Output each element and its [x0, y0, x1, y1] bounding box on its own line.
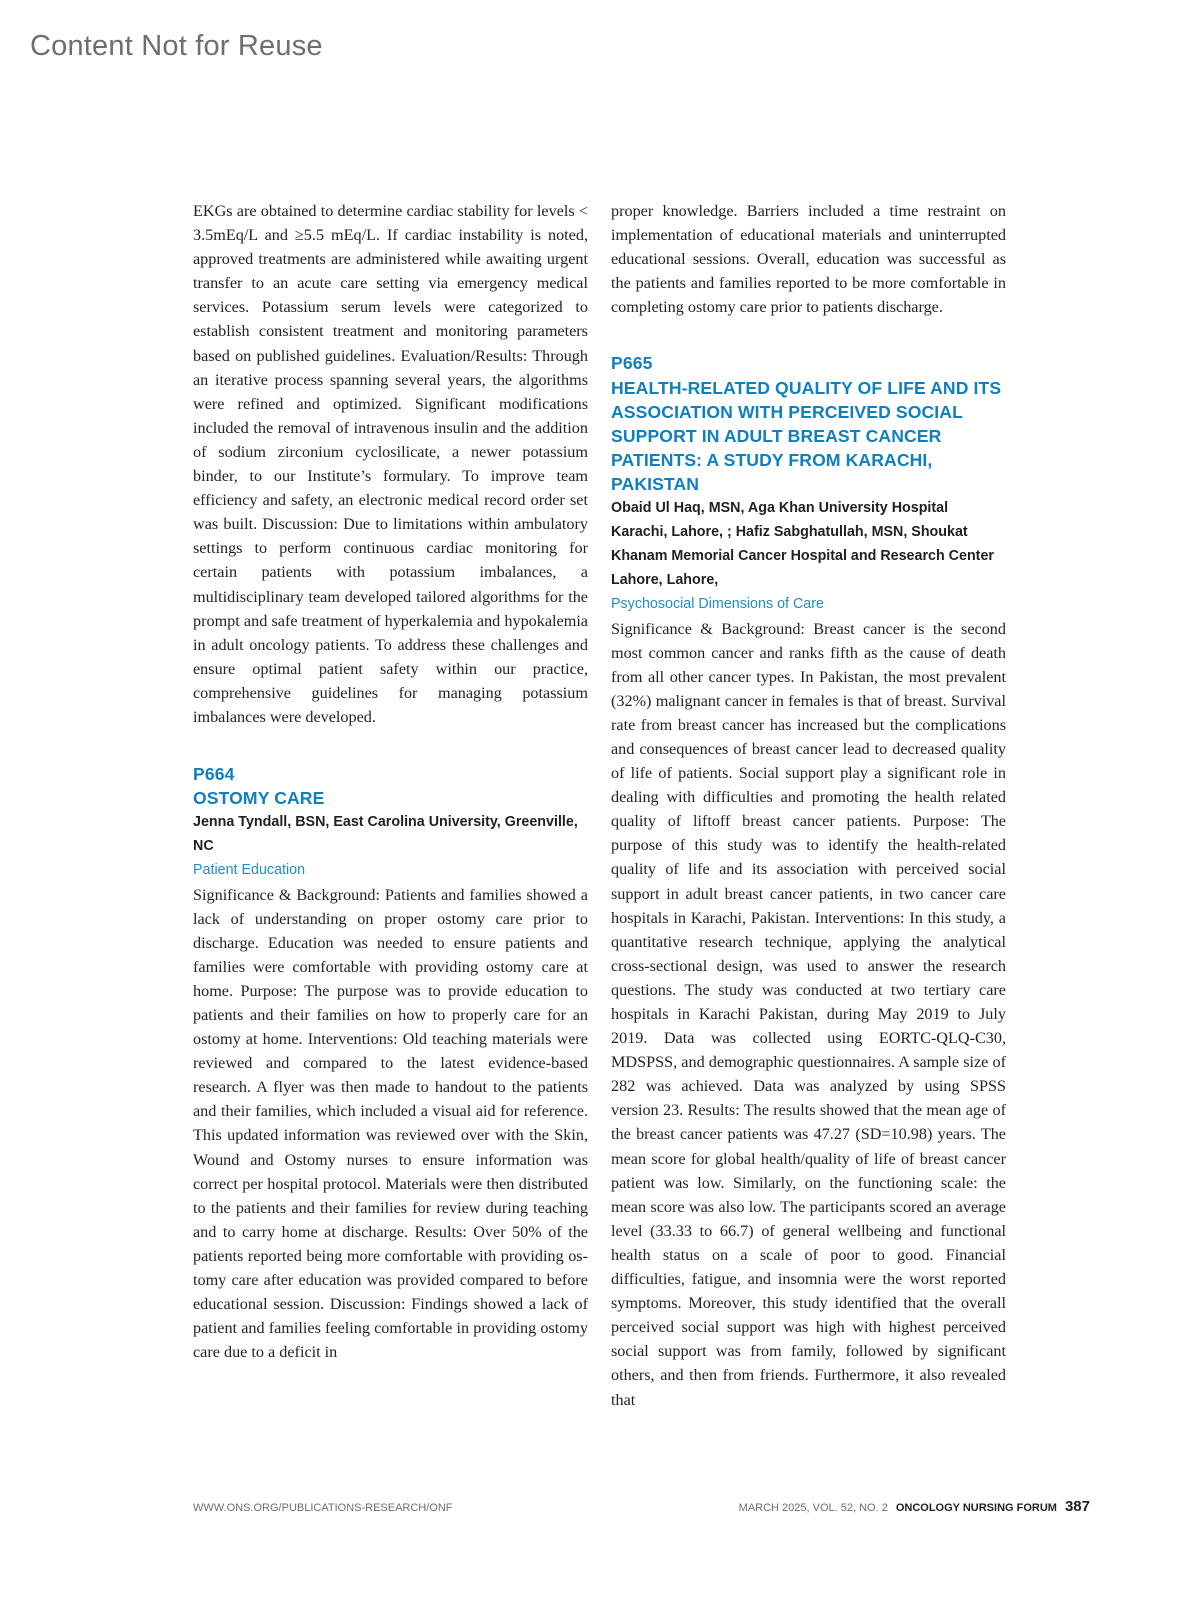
page-number: 387 [1064, 1498, 1090, 1515]
footer-url: WWW.ONS.ORG/PUBLICATIONS-RESEARCH/ONF [193, 1502, 453, 1514]
abstract-number-p665: P665 [611, 353, 653, 374]
abstract-authors-p665: Obaid Ul Haq, MSN, Aga Khan University Hospital Karachi, Lahore, ; Hafiz Sabghatullah, MSN, Shoukat Khanam Memorial Cancer Hospital and Research Center Lahore, Lahore, [611, 500, 994, 589]
abstract-body-p664: Significance & Background: Patients and families showed a lack of understanding on proper ostomy care prior to discharge. Education was needed to ensure patients and families were comfortable with providing ostomy care at home. Purpose: The purpose was to provide education to patients and their families on how to properly care for an ostomy at home. Interventions: Old teaching materials were reviewed and compared to the latest evidence-based research. A flyer was then made to handout to the patients and their families, which included a visual aid for reference. This updated information was reviewed over with the Skin, Wound and Ostomy nurses to ensure information was correct per hospital protocol. Materials were then distributed to the patients and their families for review during teaching and to carry home at discharge. Results: Over 50% of the patients reported being more comfortable with providing ostomy care after education was provided compared to before educational session. Discussion: Findings showed a lack of patient and families feeling comfortable in providing ostomy care due to a deficit in [193, 885, 588, 1362]
right-column [611, 199, 1006, 1412]
abstract-authors-p664: Jenna Tyndall, BSN, East Carolina University, Greenville, NC [193, 814, 578, 855]
abstract-number-p664: P664 [193, 764, 235, 785]
left-column [193, 199, 588, 1364]
abstract-title-p664: OSTOMY CARE [193, 788, 325, 809]
abstract-body-p665: Significance & Background: Breast cancer is the second most common cancer and ranks fifth as the cause of death from all other cancer types. In Pakistan, the most prevalent (32%) malignant cancer in females is that of breast. Survival rate from breast cancer has increased but the complications and consequences of breast cancer lead to decreased quality of life of patients. Social support play a significant role in dealing with difficulties and promoting the health related quality of liftoff breast cancer patients. Purpose: The purpose of this study was to identify the health-related quality of life and its association with perceived social support in adult breast cancer patients, in two cancer care hospitals in Karachi, Pakistan. Interventions: In this study, a quantitative research technique, applying the analytical cross-sectional design, was used to answer the research questions. The study was conducted at two tertiary care hospitals in Karachi Pakistan, during May 2019 to July 2019. Data was collected using EORTC-QLQ-C30, MDSPSS, and demographic questionnaires. A sample size of 282 was achieved. Data was analyzed by using SPSS version 23. Results: The results showed that the mean age of the breast cancer patients was 47.27 (SD=10.98) years. The mean score for global health/quality of life of breast cancer patient was low. Similarly, on the functioning scale: the mean score was also low. The participants scored an average level (33.33 to 66.7) of general wellbeing and functional health status on a scale of poor to good. Financial difficulties, fatigue, and insomnia were the worst reported symptoms. Moreover, this study identified that the overall perceived social support was high with highest perceived social support was from family, followed by significant others, and then from friends. Furthermore, it also revealed that [611, 619, 1006, 1409]
footer-issue: MARCH 2025, VOL. 52, NO. 2 [738, 1502, 888, 1514]
abstract-title-p665: HEALTH-RELATED QUALITY OF LIFE AND ITS ASSOCIATION WITH PERCEIVED SOCIAL SUPPORT IN ADULT BREAST CANCER PATIENTS: A STUDY FROM KARACHI, PAKISTAN [611, 377, 1002, 494]
abstract-category-p664: Patient Education [193, 862, 306, 879]
footer-journal: ONCOLOGY NURSING FORUM [895, 1502, 1057, 1514]
footer-right [739, 1498, 1090, 1516]
continuation-paragraph: EKGs are obtained to determine cardiac stability for levels < 3.5mEq/L and ≥5.5 mEq/L. If cardiac instability is noted, approved treatments are administered while awaiting urgent transfer to an acute care setting via emergency medical services. Potassium serum levels were categorized to establish consistent treatment and monitoring parameters based on published guidelines. Evaluation/Results: Through an iterative process spanning several years, the algorithms were refined and optimized. Significant modifications included the removal of intravenous insulin and the addition of sodium zirconium cyclosilicate, a newer potassium binder, to our Institute’s formulary. To improve team efficiency and safety, an electronic medical record order set was built. Discussion: Due to limitations within ambulatory settings to perform continuous cardiac monitoring for certain patients with potassium imbalances, a multidisciplinary team developed tailored algorithms for the prompt and safe treatment of hyperkalemia and hypokalemia in adult oncology patients. To address these challenges and ensure optimal patient safety within our practice, comprehensive guidelines for managing potassium imbalances were developed. [193, 202, 588, 726]
abstract-category-p665: Psychosocial Dimensions of Care [611, 596, 824, 613]
watermark: Content Not for Reuse [30, 30, 323, 62]
abstract-body-p664-continued: proper knowledge. Barriers included a time restraint on implementation of educational materials and uninterrupted educational sessions. Overall, education was successful as the patients and families reported to be more comfortable in completing ostomy care prior to patients discharge. [611, 202, 1006, 317]
